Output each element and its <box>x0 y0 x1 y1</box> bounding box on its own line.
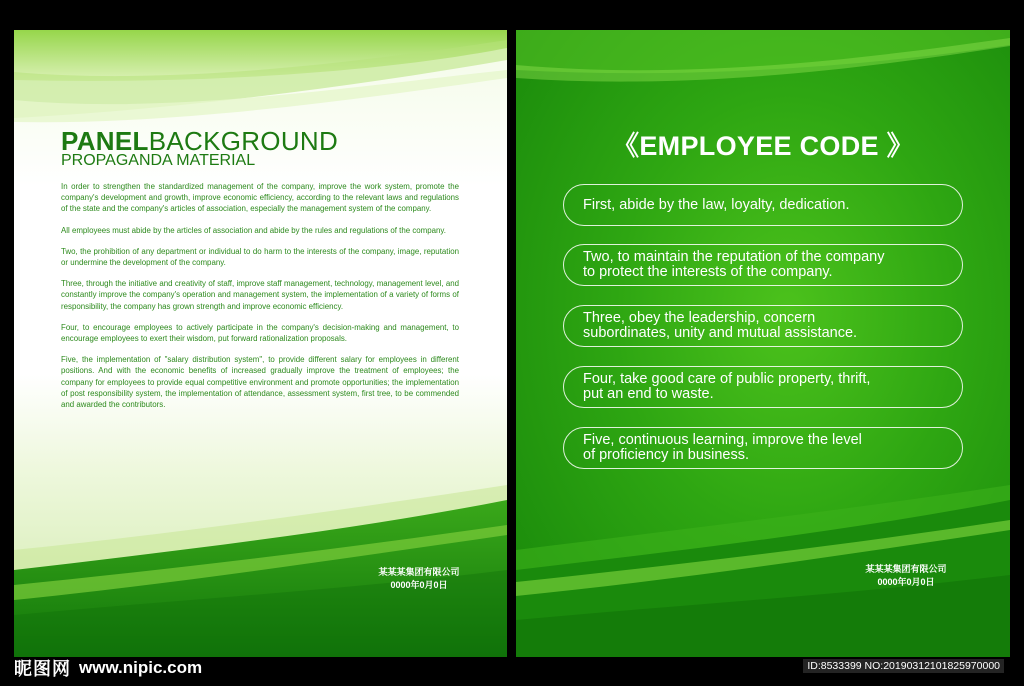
rule-line: Four, take good care of public property, thrift, <box>583 371 871 387</box>
title-bold: PANEL <box>61 126 149 156</box>
rule-item <box>563 244 963 286</box>
right-footer <box>846 563 966 589</box>
company-name: 某某某集团有限公司 <box>378 567 460 577</box>
company-name: 某某某集团有限公司 <box>865 564 947 574</box>
rule-line: subordinates, unity and mutual assistance. <box>583 325 858 341</box>
employee-code-title: 《EMPLOYEE CODE 》 <box>612 131 914 161</box>
rule-item <box>563 366 963 408</box>
site-name: 昵图网 <box>14 659 71 679</box>
rule-line: of proficiency in business. <box>583 447 750 463</box>
site-watermark <box>14 657 202 679</box>
panel-subtitle: PROPAGANDA MATERIAL <box>61 152 256 169</box>
paragraph: Three, through the initiative and creativity of staff, improve staff management, technology, management level, and constantly improve the company's operation and management system, the implementation of a variety of forms of responsibility, the company has grown strength and improve economic efficiency. <box>61 279 459 311</box>
paragraph: Five, the implementation of "salary distribution system", to provide different salary for employees in different positions. And with the economic benefits of increased gradually improve the treatment of employees; the company for employees to provide equal competitive environment and promote opportunities; the implementation of post responsibility system, the implementation of attendance, assessment system, first tree, to be commended and awarded the contributors. <box>61 355 459 410</box>
rule-line: Five, continuous learning, improve the level <box>583 432 862 448</box>
paragraph: Four, to encourage employees to actively participate in the company's decision-making and management, to encourage employees to exert their wisdom, put forward rationalization proposals. <box>61 322 459 344</box>
site-url: www.nipic.com <box>79 658 203 677</box>
rule-line: Three, obey the leadership, concern <box>583 310 816 326</box>
right-panel <box>516 30 1010 657</box>
rule-item <box>563 427 963 469</box>
rule-line: First, abide by the law, loyalty, dedication. <box>583 196 850 213</box>
rule-item <box>563 184 963 226</box>
rule-line: put an end to waste. <box>583 386 714 402</box>
left-panel <box>14 30 507 657</box>
paragraph: All employees must abide by the articles of association and abide by the rules and regulations of the company. <box>61 225 446 235</box>
date: 0000年0月0日 <box>390 580 448 590</box>
title-rest: BACKGROUND <box>148 126 339 156</box>
left-footer <box>364 566 474 592</box>
body-text <box>61 181 459 420</box>
paragraph: Two, the prohibition of any department or individual to do harm to the interests of the company, image, reputation or undermine the development of the company. <box>61 246 459 268</box>
image-id-watermark: ID:8533399 NO:20190312101825970000 <box>803 659 1004 673</box>
rule-line: Two, to maintain the reputation of the company <box>583 249 885 265</box>
rule-line: to protect the interests of the company. <box>583 264 833 280</box>
paragraph: In order to strengthen the standardized management of the company, improve the work system, promote the company's development and growth, improve economic efficiency, according to the relevant laws and regulations of the state and the company's articles of association, especially the management system of the company. <box>61 182 459 214</box>
rule-item <box>563 305 963 347</box>
date: 0000年0月0日 <box>877 577 935 587</box>
